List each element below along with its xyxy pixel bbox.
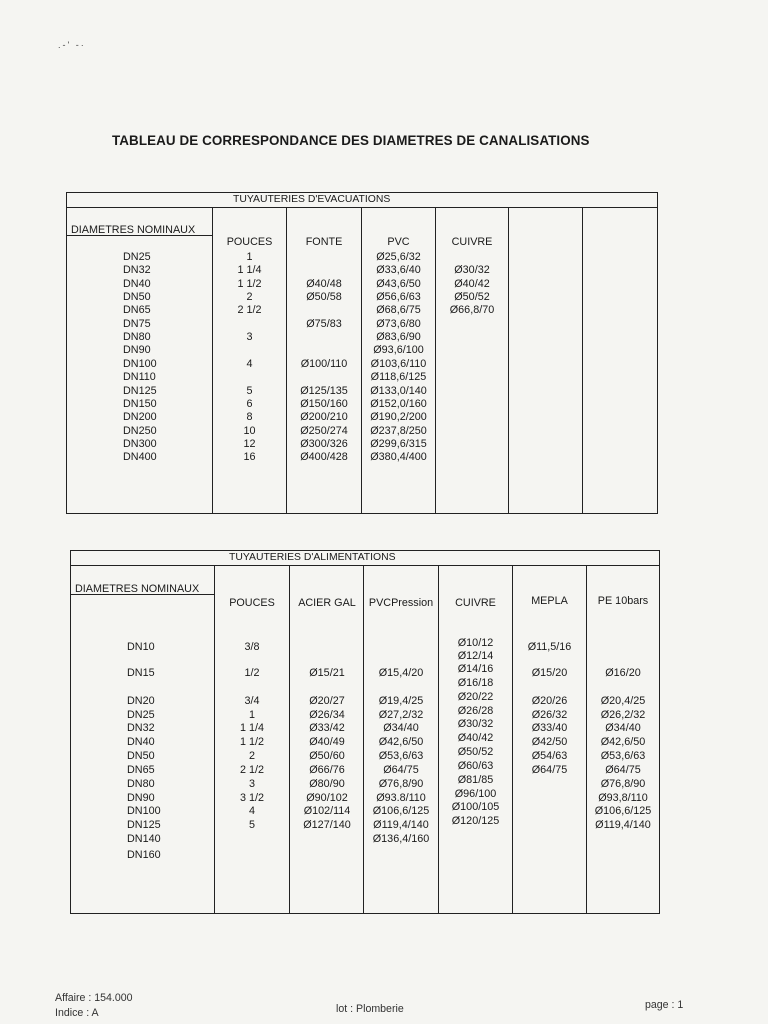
alimentations-acier-cell: Ø33/42 (309, 722, 345, 734)
alimentations-cuivre-cell: Ø96/100 (454, 788, 497, 800)
alimentations-column-header: ACIER GAL (298, 597, 356, 609)
alimentations-pe-cell: Ø76,8/90 (600, 778, 646, 790)
alimentations-pouces-cell: 1 (248, 709, 255, 721)
footer-lot: lot : Plomberie (336, 1003, 404, 1015)
evacuations-pouces-cell: 1 1/2 (237, 278, 262, 290)
evacuations-pvc-cell: Ø133,0/140 (370, 385, 427, 397)
alimentations-acier-cell: Ø66/76 (309, 764, 345, 776)
evacuations-pvc-cell: Ø118,6/125 (370, 371, 427, 383)
alimentations-pouces-cell: 4 (248, 805, 255, 817)
evacuations-fonte-cell: Ø200/210 (300, 411, 348, 423)
alimentations-cuivre-cell: Ø12/14 (457, 650, 494, 662)
evacuations-dn-cell: DN150 (123, 398, 157, 410)
alimentations-cuivre-cell: Ø30/32 (457, 718, 494, 730)
evacuations-pouces-cell: 1 1/4 (237, 264, 262, 276)
alimentations-dn-cell: DN20 (127, 695, 155, 707)
alimentations-column-header: PE 10bars (597, 595, 649, 607)
evacuations-pvc-cell: Ø68,6/75 (376, 304, 421, 316)
alimentations-pe-cell: Ø26,2/32 (600, 709, 646, 721)
evacuations-fonte-cell: Ø250/274 (300, 425, 348, 437)
alimentations-column-header: MEPLA (531, 595, 568, 607)
evacuations-dn-cell: DN400 (123, 451, 157, 463)
alimentations-pvcp-cell: Ø136,4/160 (372, 833, 430, 845)
evacuations-pvc-cell: Ø43,6/50 (376, 278, 421, 290)
alimentations-acier-cell: Ø26/34 (309, 709, 345, 721)
evacuations-pouces-cell: 4 (246, 358, 253, 370)
alimentations-pvcp-cell: Ø64/75 (383, 764, 419, 776)
alimentations-pe-cell: Ø16/20 (605, 667, 641, 679)
evacuations-column-header: PVC (387, 236, 410, 248)
evacuations-dn-cell: DN50 (123, 291, 151, 303)
alimentations-pouces-cell: 1/2 (244, 667, 260, 679)
alimentations-pouces-cell: 2 1/2 (239, 764, 264, 776)
evacuations-dn-cell: DN25 (123, 251, 151, 263)
evacuations-pvc-cell: Ø56,6/63 (376, 291, 421, 303)
evacuations-dn-cell: DN75 (123, 318, 151, 330)
evacuations-dn-cell: DN65 (123, 304, 151, 316)
alimentations-dn-cell: DN160 (127, 849, 161, 861)
alimentations-pouces-cell: 3 (248, 778, 255, 790)
evacuations-cuivre-cell: Ø66,8/70 (449, 304, 495, 316)
evacuations-cuivre-cell: Ø30/32 (454, 264, 490, 276)
scan-mark: .-' -· (58, 40, 86, 50)
alimentations-cuivre-cell: Ø100/105 (451, 801, 500, 813)
evacuations-fonte-cell: Ø150/160 (300, 398, 348, 410)
evacuations-column-header: POUCES (226, 236, 273, 248)
alimentations-column-header: POUCES (229, 597, 275, 609)
alimentations-mepla-cell: Ø15/20 (531, 667, 568, 679)
alimentations-cuivre-cell: Ø14/16 (457, 663, 494, 675)
evacuations-pouces-cell: 12 (243, 438, 256, 450)
alimentations-dn-cell: DN80 (127, 778, 155, 790)
evacuations-pvc-cell: Ø380,4/400 (370, 451, 427, 463)
alimentations-cuivre-cell: Ø81/85 (457, 774, 494, 786)
evacuations-pouces-cell: 10 (243, 425, 256, 437)
evacuations-dn-cell: DN110 (123, 371, 156, 383)
alimentations-dn-cell: DN140 (127, 833, 161, 845)
alimentations-mepla-cell: Ø42/50 (531, 736, 568, 748)
evacuations-dn-cell: DN100 (123, 358, 157, 370)
evacuations-dn-cell: DN90 (123, 344, 151, 356)
evacuations-fonte-cell: Ø100/110 (300, 358, 348, 370)
evacuations-fonte-cell: Ø40/48 (306, 278, 342, 290)
alimentations-pe-cell: Ø42,6/50 (600, 736, 646, 748)
evacuations-fonte-cell: Ø400/428 (300, 451, 348, 463)
evacuations-dn-cell: DN200 (123, 411, 157, 423)
evacuations-fonte-cell: Ø50/58 (306, 291, 342, 303)
evacuations-pvc-cell: Ø299,6/315 (370, 438, 427, 450)
alimentations-pouces-cell: 1 1/4 (239, 722, 264, 734)
evacuations-dn-cell: DN125 (123, 385, 157, 397)
alimentations-pe-cell: Ø53,6/63 (600, 750, 646, 762)
alimentations-dn-cell: DN100 (127, 805, 161, 817)
alimentations-pe-cell: Ø93,8/110 (598, 792, 648, 804)
evacuations-pouces-cell: 1 (246, 251, 253, 263)
footer-indice: Indice : A (55, 1007, 99, 1019)
alimentations-dn-cell: DN10 (127, 641, 155, 653)
alimentations-pvcp-cell: Ø27,2/32 (378, 709, 424, 721)
evacuations-pvc-cell: Ø93,6/100 (373, 344, 424, 356)
evacuations-pouces-cell: 2 (246, 291, 253, 303)
page-title: TABLEAU DE CORRESPONDANCE DES DIAMETRES DE CANALISATIONS (112, 133, 590, 148)
alimentations-cuivre-cell: Ø60/63 (457, 760, 494, 772)
alimentations-acier-cell: Ø50/60 (309, 750, 345, 762)
evacuations-pouces-cell: 8 (246, 411, 253, 423)
alimentations-cuivre-cell: Ø40/42 (457, 732, 494, 744)
alimentations-cuivre-cell: Ø120/125 (451, 815, 500, 827)
alimentations-dn-cell: DN32 (127, 722, 155, 734)
alimentations-acier-cell: Ø80/90 (309, 778, 345, 790)
evacuations-pouces-cell: 2 1/2 (237, 304, 262, 316)
evacuations-fonte-cell: Ø75/83 (306, 318, 342, 330)
alimentations-acier-cell: Ø15/21 (309, 667, 345, 679)
evacuations-dn-cell: DN32 (123, 264, 151, 276)
alimentations-dn-cell: DN90 (127, 792, 155, 804)
alimentations-pvcp-cell: Ø106,6/125 (372, 805, 430, 817)
alimentations-dn-cell: DN125 (127, 819, 161, 831)
alimentations-pouces-cell: 2 (248, 750, 255, 762)
evacuations-pvc-cell: Ø83,6/90 (376, 331, 421, 343)
evacuations-column-header: CUIVRE (451, 236, 493, 248)
alimentations-pouces-cell: 3 1/2 (239, 792, 264, 804)
evacuations-fonte-cell: Ø300/326 (300, 438, 348, 450)
evacuations-cuivre-cell: Ø50/52 (454, 291, 490, 303)
alimentations-pouces-cell: 5 (248, 819, 255, 831)
alimentations-mepla-cell: Ø33/40 (531, 722, 568, 734)
alimentations-dn-cell: DN50 (127, 750, 155, 762)
alimentations-pouces-cell: 1 1/2 (239, 736, 264, 748)
alimentations-pvcp-cell: Ø93.8/110 (376, 792, 426, 804)
alimentations-pe-cell: Ø34/40 (605, 722, 641, 734)
evacuations-dn-cell: DN80 (123, 331, 151, 343)
alimentations-table (70, 550, 660, 914)
evacuations-table (66, 192, 658, 514)
alimentations-mepla-cell: Ø54/63 (531, 750, 568, 762)
footer-affaire: Affaire : 154.000 (55, 992, 133, 1004)
evacuations-pvc-cell: Ø152,0/160 (370, 398, 427, 410)
evacuations-pouces-cell: 3 (246, 331, 253, 343)
alimentations-dn-cell: DN25 (127, 709, 155, 721)
alimentations-cuivre-cell: Ø16/18 (457, 677, 494, 689)
alimentations-mepla-cell: Ø11,5/16 (527, 641, 572, 653)
evacuations-pouces-cell: 6 (246, 398, 253, 410)
alimentations-cuivre-cell: Ø26/28 (457, 705, 494, 717)
alimentations-pe-cell: Ø20,4/25 (600, 695, 646, 707)
evacuations-dn-cell: DN40 (123, 278, 151, 290)
alimentations-pouces-cell: 3/4 (244, 695, 260, 707)
evacuations-dn-cell: DN250 (123, 425, 157, 437)
alimentations-acier-cell: Ø90/102 (306, 792, 348, 804)
alimentations-pvcp-cell: Ø53,6/63 (378, 750, 424, 762)
alimentations-pe-cell: Ø64/75 (605, 764, 641, 776)
alimentations-pvcp-cell: Ø76,8/90 (378, 778, 424, 790)
evacuations-cuivre-cell: Ø40/42 (454, 278, 490, 290)
alimentations-acier-cell: Ø127/140 (303, 819, 351, 831)
evacuations-pvc-cell: Ø237,8/250 (370, 425, 427, 437)
evacuations-dn-cell: DN300 (123, 438, 157, 450)
evacuations-pvc-cell: Ø25,6/32 (376, 251, 421, 263)
alimentations-pe-cell: Ø106,6/125 (594, 805, 652, 817)
evacuations-pvc-cell: Ø33,6/40 (376, 264, 421, 276)
evacuations-pouces-cell: 16 (243, 451, 256, 463)
alimentations-pvcp-cell: Ø19,4/25 (378, 695, 424, 707)
alimentations-pvcp-cell: Ø34/40 (383, 722, 419, 734)
alimentations-pvcp-cell: Ø42,6/50 (378, 736, 424, 748)
alimentations-acier-cell: Ø102/114 (303, 805, 351, 817)
alimentations-column-header: PVCPression (368, 597, 434, 609)
alimentations-column-header: CUIVRE (455, 597, 496, 609)
alimentations-mepla-cell: Ø64/75 (531, 764, 568, 776)
alimentations-acier-cell: Ø20/27 (309, 695, 345, 707)
alimentations-acier-cell: Ø40/49 (309, 736, 345, 748)
alimentations-dn-cell: DN65 (127, 764, 155, 776)
alimentations-dn-cell: DN15 (127, 667, 155, 679)
alimentations-cuivre-cell: Ø50/52 (457, 746, 494, 758)
evacuations-pvc-cell: Ø190,2/200 (370, 411, 427, 423)
evacuations-row-header: DIAMETRES NOMINAUX (71, 224, 196, 236)
alimentations-cuivre-cell: Ø20/22 (457, 691, 494, 703)
evacuations-pouces-cell: 5 (246, 385, 253, 397)
alimentations-pouces-cell: 3/8 (244, 641, 260, 653)
evacuations-caption: TUYAUTERIES D'EVACUATIONS (233, 194, 391, 205)
evacuations-column-header: FONTE (305, 236, 343, 248)
alimentations-pvcp-cell: Ø15,4/20 (378, 667, 424, 679)
alimentations-row-header: DIAMETRES NOMINAUX (75, 583, 200, 595)
evacuations-fonte-cell: Ø125/135 (300, 385, 348, 397)
alimentations-caption: TUYAUTERIES D'ALIMENTATIONS (229, 552, 396, 563)
evacuations-pvc-cell: Ø73,6/80 (376, 318, 421, 330)
evacuations-pvc-cell: Ø103,6/110 (370, 358, 427, 370)
footer-page: page : 1 (645, 999, 684, 1011)
alimentations-mepla-cell: Ø20/26 (531, 695, 568, 707)
alimentations-pe-cell: Ø119,4/140 (595, 819, 651, 831)
alimentations-mepla-cell: Ø26/32 (531, 709, 568, 721)
alimentations-dn-cell: DN40 (127, 736, 155, 748)
alimentations-cuivre-cell: Ø10/12 (457, 637, 494, 649)
alimentations-pvcp-cell: Ø119,4/140 (373, 819, 429, 831)
